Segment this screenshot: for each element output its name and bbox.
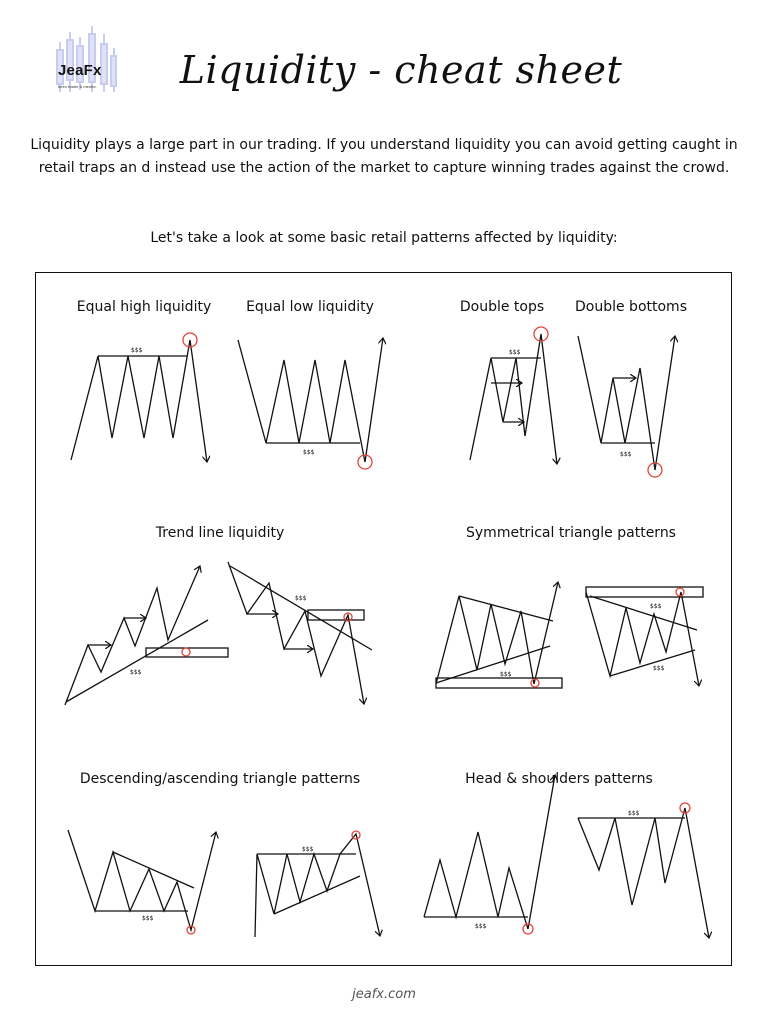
liquidity-marker: $$$ (509, 349, 521, 356)
liquidity-marker: $$$ (500, 671, 512, 678)
label-equal-high: Equal high liquidity (76, 299, 212, 315)
diagram-head-shoulders-a (424, 775, 555, 934)
intro-paragraph: Liquidity plays a large part in our trading. If you understand liquidity you can avoid getting caught in retail traps an d instead use the action of the market to capture winning trades against the crowd. (30, 137, 738, 176)
label-trend-line: Trend line liquidity (155, 525, 285, 541)
label-double-bottoms: Double bottoms (575, 299, 687, 315)
diagram-symmetrical-a (436, 582, 562, 688)
liquidity-marker: $$$ (295, 595, 307, 602)
footer-website: jeafx.com (352, 987, 416, 1002)
diagram-trend-line-b (228, 562, 372, 704)
label-head-shoulders: Head & shoulders patterns (465, 771, 653, 787)
page-title: Liquidity - cheat sheet (179, 48, 623, 92)
liquidity-marker: $$$ (620, 451, 632, 458)
liquidity-marker: $$$ (653, 665, 665, 672)
diagram-double-tops (470, 327, 557, 464)
liquidity-marker: $$$ (142, 915, 154, 922)
liquidity-marker: $$$ (302, 846, 314, 853)
liquidity-marker: $$$ (650, 603, 662, 610)
liquidity-marker: $$$ (303, 449, 315, 456)
brand-tagline: forex trader & mentor. (58, 84, 97, 89)
liquidity-marker: $$$ (130, 669, 142, 676)
liquidity-marker: $$$ (131, 347, 143, 354)
diagram-symmetrical-b (586, 587, 703, 686)
label-double-tops: Double tops (459, 299, 545, 315)
label-desc-asc-triangle: Descending/ascending triangle patterns (79, 771, 361, 787)
brand-name: JeaFx (58, 62, 102, 79)
diagram-trend-line-a (65, 566, 228, 705)
label-equal-low: Equal low liquidity (246, 299, 374, 315)
liquidity-marker: $$$ (475, 923, 487, 930)
subintro-paragraph: Let's take a look at some basic retail patterns affected by liquidity: (150, 230, 618, 246)
diagram-head-shoulders-b (578, 803, 709, 938)
label-symmetrical-triangle: Symmetrical triangle patterns (466, 525, 676, 541)
diagram-ascending-triangle (255, 831, 380, 937)
liquidity-marker: $$$ (628, 810, 640, 817)
